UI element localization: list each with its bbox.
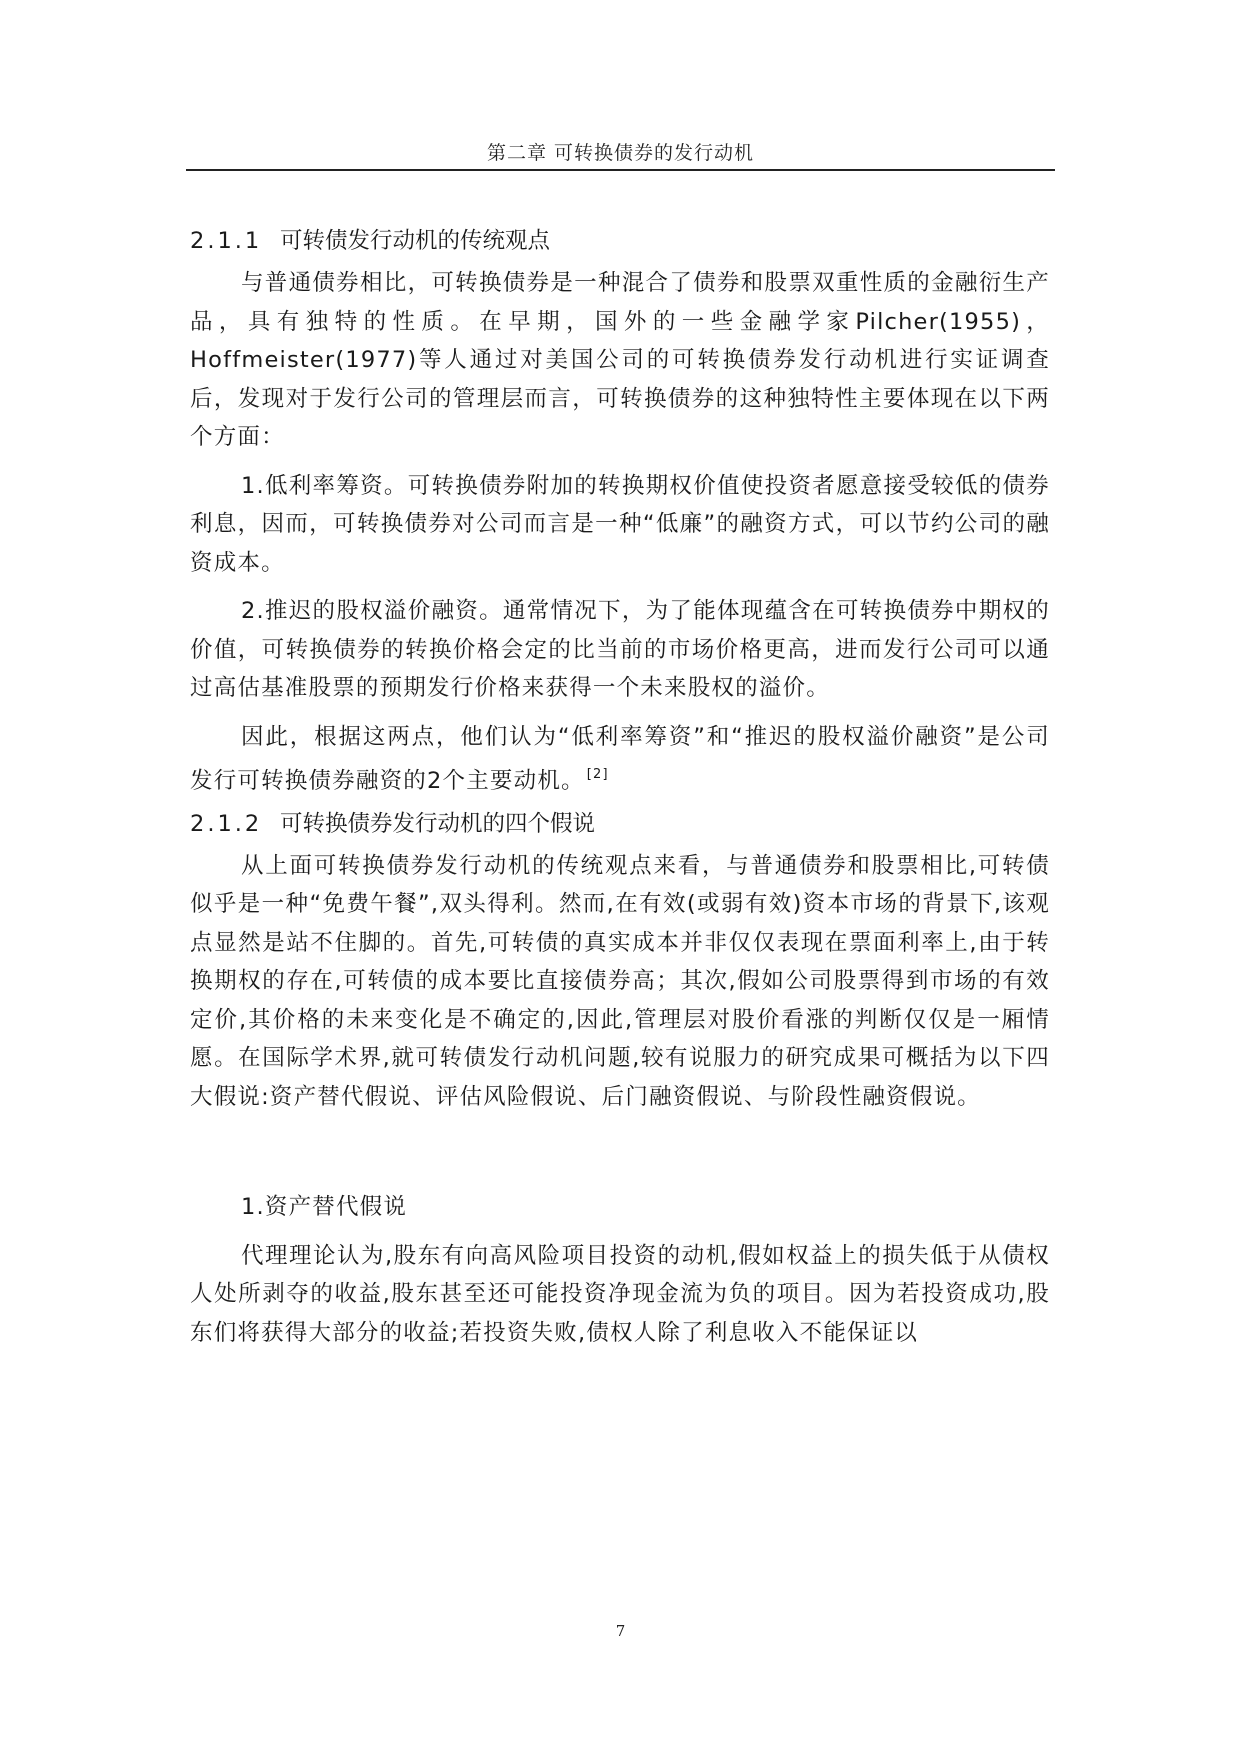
paragraph-low-rate-financing: 1.低利率筹资。可转换债券附加的转换期权价值使投资者愿意接受较低的债券利息，因而，可转换债券对公司而言是一种“低廉”的融资方式，可以节约公司的融资成本。 bbox=[190, 472, 1050, 576]
section-title: 可转换债券发行动机的四个假说 bbox=[280, 810, 596, 837]
page-body bbox=[190, 226, 1050, 1352]
section-number: 2.1.1 bbox=[190, 228, 263, 254]
section-number: 2.1.2 bbox=[190, 810, 263, 837]
subsection-title-asset-substitution: 1.资产替代假说 bbox=[241, 1194, 408, 1220]
paragraph: 从上面可转换债券发行动机的传统观点来看，与普通债券和股票相比,可转债似乎是一种“免费午餐”,双头得利。然而,在有效(或弱有效)资本市场的背景下,该观点显然是站不住脚的。首先,可转债的真实成本并非仅仅表现在票面利率上,由于转换期权的存在,可转债的成本要比直接债券高；其次,假如公司股票得到市场的有效定价,其价格的未来变化是不确定的,因此,管理层对股价看涨的判断仅仅是一厢情愿。在国际学术界,就可转债发行动机问题,较有说服力的研究成果可概括为以下四大假说:资产替代假说、评估风险假说、后门融资假说、与阶段性融资假说。 bbox=[190, 852, 1050, 1110]
running-header: 第二章 可转换债券的发行动机 bbox=[486, 142, 755, 164]
paragraph-conclusion bbox=[190, 718, 1050, 801]
page-number: 7 bbox=[615, 1622, 626, 1640]
paragraph-text: 因此，根据这两点，他们认为“低利率筹资”和“推迟的股权溢价融资”是公司发行可转换债券融资的2个主要动机。 bbox=[190, 723, 1050, 794]
paragraph: 代理理论认为,股东有向高风险项目投资的动机,假如权益上的损失低于从债权人处所剥夺的收益,股东甚至还可能投资净现金流为负的项目。因为若投资成功,股东们将获得大部分的收益;若投资失败,债权人除了利息收入不能保证以 bbox=[190, 1242, 1050, 1346]
header-rule bbox=[186, 169, 1055, 171]
blank-space bbox=[190, 1116, 1050, 1188]
section-heading-2-1-2 bbox=[190, 809, 1050, 847]
section-heading-2-1-1 bbox=[190, 226, 1050, 264]
paragraph: 与普通债券相比，可转换债券是一种混合了债券和股票双重性质的金融衍生产品，具有独特的性质。在早期，国外的一些金融学家Pilcher(1955)，Hoffmeister(1977)等人通过对美国公司的可转换债券发行动机进行实证调查后，发现对于发行公司的管理层而言，可转换债券的这种独特性主要体现在以下两个方面： bbox=[190, 270, 1050, 450]
section-title: 可转债发行动机的传统观点 bbox=[280, 228, 551, 254]
paragraph-deferred-equity: 2.推迟的股权溢价融资。通常情况下，为了能体现蕴含在可转换债券中期权的价值，可转换债券的转换价格会定的比当前的市场价格更高，进而发行公司可以通过高估基准股票的预期发行价格来获得一个未来股权的溢价。 bbox=[190, 598, 1050, 701]
citation-reference: [2] bbox=[586, 767, 609, 782]
